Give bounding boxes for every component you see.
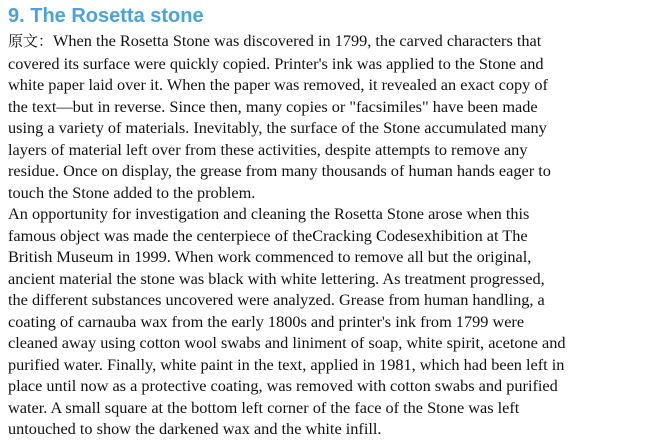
paragraph-1	[8, 30, 653, 203]
source-text-label: 原文：	[8, 32, 54, 50]
text-line: the text—but in reverse. Since then, many copies or "facsimiles" have been made	[8, 96, 538, 116]
text-line: coating of carnauba wax from the early 1800s and printer's ink from 1799 were	[8, 311, 525, 331]
text-line: touch the Stone added to the problem.	[8, 182, 256, 202]
text-line: An opportunity for investigation and cleaning the Rosetta Stone arose when this	[8, 204, 530, 223]
text-line: the different substances uncovered were analyzed. Grease from human handling, a	[8, 290, 545, 309]
text-line: white paper laid over it. When the paper was removed, it revealed an exact copy of	[8, 75, 548, 94]
text-line: using a variety of materials. Inevitably, the surface of the Stone accumulated many	[8, 118, 547, 137]
paragraph-2	[8, 203, 653, 440]
text-line: cleaned away using cotton wool swabs and liniment of soap, white spirit, acetone and	[8, 333, 566, 352]
section-heading: 9. The Rosetta stone	[8, 5, 204, 27]
text-line: layers of material left over from these activities, despite attempts to remove any	[8, 139, 528, 159]
document-page	[8, 4, 653, 440]
text-line: British Museum in 1999. When work commenced to remove all but the original,	[8, 247, 532, 266]
text-line: residue. Once on display, the grease from many thousands of human hands eager to	[8, 161, 551, 180]
text-line: covered its surface were quickly copied. Printer's ink was applied to the Stone and	[8, 53, 544, 73]
text-line: purified water. Finally, white paint in the text, applied in 1981, which had been left in	[8, 354, 565, 374]
text-line: water. A small square at the bottom left corner of the face of the Stone was left	[8, 397, 520, 417]
text-line: 原文：When the Rosetta Stone was discovered in 1799, the carved characters that	[8, 31, 542, 50]
text-line: famous object was made the centerpiece of theCracking Codesexhibition at The	[8, 225, 528, 245]
text-line: ancient material the stone was black with white lettering. As treatment progressed,	[8, 268, 545, 288]
text-line: place until now as a protective coating, was removed with cotton swabs and purified	[8, 376, 558, 395]
text-line: untouched to show the darkened wax and the white infill.	[8, 419, 382, 438]
